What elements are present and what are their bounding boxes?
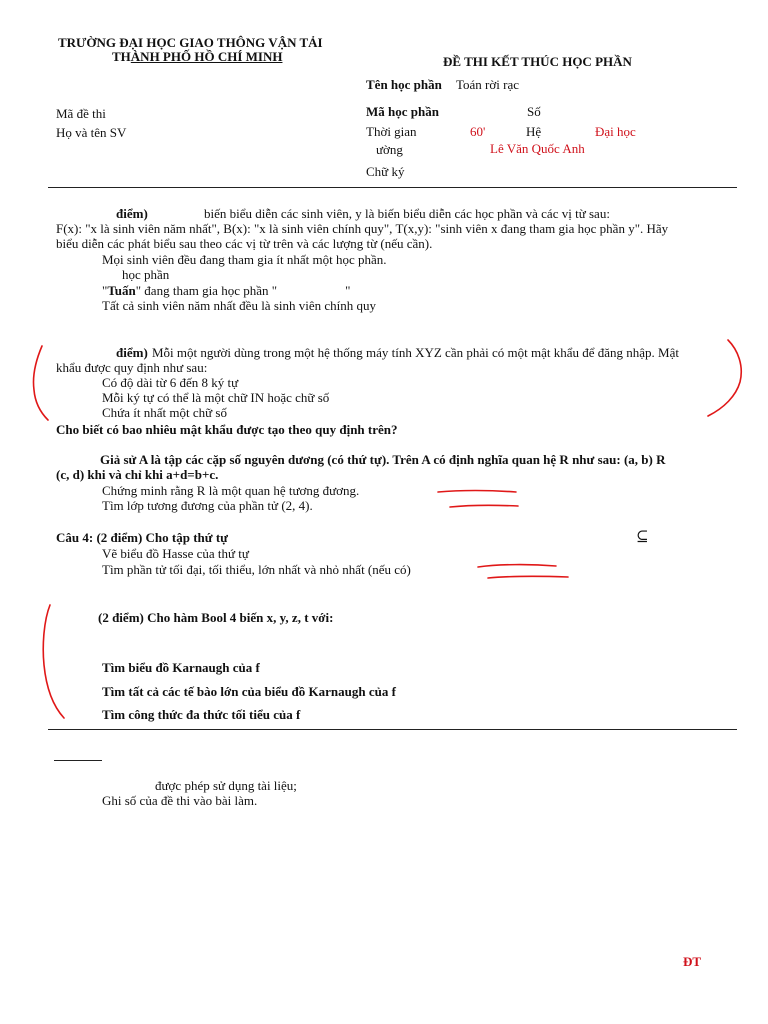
- exam-title: ĐỀ THI KẾT THÚC HỌC PHẦN: [443, 54, 632, 69]
- q4-item-2: Tìm phần tử tối đại, tối thiểu, lớn nhất và nhỏ nhất (nếu có): [102, 562, 411, 577]
- school-name-line1: TRƯỜNG ĐẠI HỌC GIAO THÔNG VẬN TẢI: [58, 35, 323, 50]
- q1-item-3: "Tuấn" đang tham gia học phần " ": [102, 283, 351, 298]
- course-code-label: Mã học phần: [366, 104, 439, 119]
- left-bracket-q5: [43, 605, 64, 718]
- underline-q4-2: [488, 576, 568, 578]
- q4-item-1: Vẽ biểu đồ Hasse của thứ tự: [102, 546, 249, 561]
- lecturer-name: Lê Văn Quốc Anh: [490, 141, 585, 156]
- note-line-2: Ghi số của đề thi vào bài làm.: [102, 793, 258, 808]
- q1-predicates: F(x): "x là sinh viên năm nhất", B(x): "x là sinh viên chính quy", T(x,y): "sinh viên x đang tham gia học phần y". Hãy: [56, 221, 669, 236]
- course-name-label: Tên học phần: [366, 77, 442, 92]
- q2-question: Cho biết có bao nhiêu mật khẩu được tạo theo quy định trên?: [56, 422, 398, 437]
- system-label: Hệ: [526, 124, 542, 139]
- q5-title: (2 điểm) Cho hàm Bool 4 biến x, y, z, t với:: [98, 610, 334, 625]
- student-name-label: Họ và tên SV: [56, 125, 127, 140]
- sub-label: ường: [376, 142, 403, 157]
- q1-item-1: Mọi sinh viên đều đang tham gia ít nhất một học phần.: [102, 252, 387, 267]
- underline-q3-2: [450, 505, 518, 507]
- q1-intro: biến biểu diễn các sinh viên, y là biến biểu diễn các học phần và các vị từ sau:: [204, 206, 610, 221]
- q2-item-1: Có độ dài từ 6 đến 8 ký tự: [102, 375, 239, 390]
- q1-points: điểm): [116, 206, 148, 221]
- q5-item-2: Tìm tất cả các tế bào lớn của biểu đồ Karnaugh của f: [102, 684, 396, 699]
- school-name-line2: THÀNH PHỐ HỒ CHÍ MINH: [112, 49, 283, 64]
- q2-line-2: khẩu được quy định như sau:: [56, 360, 208, 375]
- q1-item-2: học phần: [122, 267, 170, 282]
- q1-instruction: biểu diễn các phát biểu sau theo các vị từ trên và các lượng từ (nếu cần).: [56, 236, 433, 251]
- q1-item-4: Tất cả sinh viên năm nhất đều là sinh viên chính quy: [102, 298, 377, 313]
- q3-line-1: Giả sử A là tập các cặp số nguyên dương (có thứ tự). Trên A có định nghĩa quan hệ R như sau: (a, b) R: [100, 452, 666, 467]
- right-bracket-q2: [708, 340, 741, 416]
- course-name-value: Toán rời rạc: [456, 77, 519, 92]
- left-bracket-q2: [33, 346, 48, 420]
- exam-code-label: Mã đề thi: [56, 106, 106, 121]
- note-line-1: được phép sử dụng tài liệu;: [155, 778, 297, 793]
- underline-q4-1: [478, 565, 556, 567]
- time-label: Thời gian: [366, 124, 417, 139]
- q2-points: điểm): [116, 345, 148, 360]
- signature-label: Chữ ký: [366, 164, 405, 179]
- time-value: 60': [470, 124, 486, 139]
- q3-item-2: Tìm lớp tương đương của phần tử (2, 4).: [102, 498, 313, 513]
- q4-subset-symbol: ⊆: [636, 529, 649, 545]
- number-label: Số: [527, 104, 541, 119]
- q2-item-3: Chứa ít nhất một chữ số: [102, 405, 227, 420]
- q2-line-1: Mỗi một người dùng trong một hệ thống máy tính XYZ cần phải có một mật khẩu để đăng nhập. Mật: [152, 345, 679, 360]
- q2-item-2: Mỗi ký tự có thể là một chữ IN hoặc chữ số: [102, 390, 330, 405]
- system-value: Đại học: [595, 124, 636, 139]
- q3-item-1: Chứng minh rằng R là một quan hệ tương đương.: [102, 483, 360, 498]
- q5-item-1: Tìm biểu đồ Karnaugh của f: [102, 660, 260, 675]
- footer-mark: ĐT: [683, 954, 702, 969]
- q5-item-3: Tìm công thức đa thức tối tiểu của f: [102, 707, 301, 722]
- underline-q3-1: [438, 491, 516, 493]
- q3-line-2: (c, d) khi và chỉ khi a+d=b+c.: [56, 467, 219, 482]
- q4-title: Câu 4: (2 điểm) Cho tập thứ tự: [56, 530, 228, 545]
